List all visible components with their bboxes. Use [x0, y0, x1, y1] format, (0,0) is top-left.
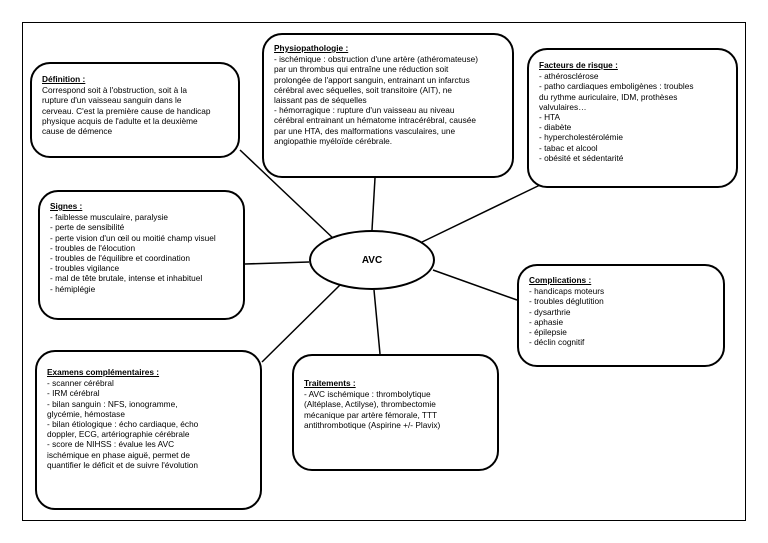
- connector-facteurs: [420, 185, 540, 243]
- definition-box: [30, 62, 240, 158]
- center-avc-node: [309, 230, 435, 290]
- facteurs-risque-title: Facteurs de risque :: [539, 60, 618, 70]
- traitements-box: [292, 354, 499, 471]
- connector-traitements: [374, 290, 380, 354]
- connector-examens: [262, 285, 340, 362]
- examens-box: [35, 350, 262, 510]
- complications-title: Complications :: [529, 275, 592, 285]
- signes-box: [38, 190, 245, 320]
- connector-physiopathologie: [372, 178, 375, 230]
- physiopathologie-text: - ischémique : obstruction d'une artère (athéromateuse) par un thrombus qui entraîne une réduction soit prolongée de l'apport sanguin, entrainant un infarctus cérébral avec séquelles, soit transitoire (AIT), ne laissant pas de séquelles - hémorragique : rupture d'un vaisseau au niveau cérébral entrainant un hématome intracérébral, causée par une HTA, des malformations vasculaires, une angiopathie myéloïde cérébrale.: [274, 54, 479, 146]
- examens-text: - scanner cérébral - IRM cérébral - bilan sanguin : NFS, ionogramme, glycémie, hémostase - bilan étiologique : écho cardiaque, écho doppler, ECG, artériographie cérébrale - score de NIHSS : évalue les AVC ischémique en phase aiguë, permet de quantifier le déficit et de suivre l'évolution: [47, 378, 199, 470]
- complications-text: - handicaps moteurs - troubles déglutition - dysarthrie - aphasie - épilepsie - déclin cognitif: [529, 286, 605, 348]
- physiopathologie-box: [262, 33, 514, 178]
- physiopathologie-title: Physiopathologie :: [274, 43, 349, 53]
- definition-title: Définition :: [42, 74, 86, 84]
- traitements-text: - AVC ischémique : thrombolytique (Altéplase, Actilyse), thrombectomie mécanique par artère fémorale, TTT antithrombotique (Aspirine +/- Plavix): [304, 389, 441, 430]
- facteurs-risque-text: - athérosclérose - patho cardiaques emboligènes : troubles du rythme auriculaire, IDM, prothèses valvulaires… - HTA - diabète - hypercholestérolémie - tabac et alcool - obésité et sédentarité: [539, 71, 694, 163]
- complications-box: [517, 264, 725, 367]
- traitements-title: Traitements :: [304, 378, 356, 388]
- center-label: AVC: [361, 254, 383, 266]
- signes-title: Signes :: [50, 201, 83, 211]
- examens-title: Examens complémentaires :: [47, 367, 160, 377]
- signes-text: - faiblesse musculaire, paralysie - perte de sensibilité - perte vision d'un œil ou moitié champ visuel - troubles de l'élocution - troubles de l'équilibre et coordination - troubles vigilance - mal de tête brutale, intense et inhabituel - hémiplégie: [50, 212, 216, 294]
- connector-complications: [433, 270, 517, 300]
- definition-text: Correspond soit à l'obstruction, soit à la rupture d'un vaisseau sanguin dans le cerveau. C'est la première cause de handicap physique acquis de l'adulte et la deuxième cause de démence: [42, 85, 211, 137]
- connector-signes: [245, 262, 309, 264]
- facteurs-risque-box: [527, 48, 738, 188]
